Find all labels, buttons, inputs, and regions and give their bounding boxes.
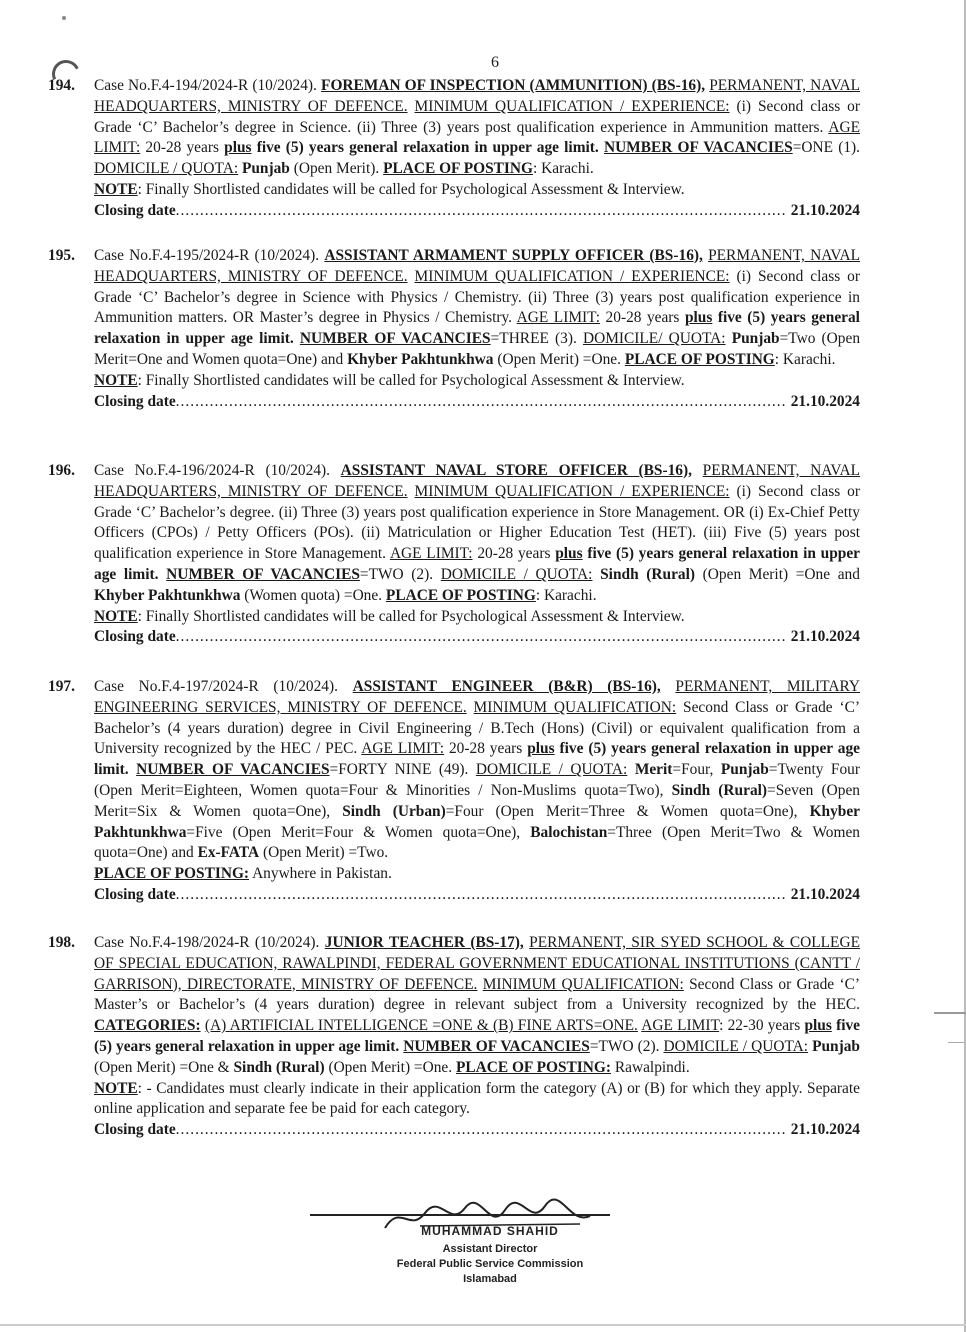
qualification: (i) Second class or Grade ‘C’ Bachelor’s degree in Science. (ii) Three (3) years post qualification experience in Ammunition matters. [94,97,860,136]
closing-label: Closing date [94,885,176,903]
scan-mark [948,1042,964,1043]
quota-region: Balochistan [530,823,608,841]
note-label: NOTE [94,180,138,198]
qualification: Second Class or Grade ‘C’ Bachelor’s (4 years duration) degree in Civil Engineering / B.Tech (Hons) (Civil) or equivalent qualification from a University recognized by the HEC / PEC. [94,698,860,758]
quota-detail: =Four (Open Merit=Three & Women quota=One), [445,802,810,820]
domicile-detail: =Two (Open Merit=One and Women quota=One) and [94,330,861,368]
quota-detail: =Four, [672,761,721,779]
closing-label: Closing date [94,1121,176,1139]
age-limit-label: AGE LIMIT: [361,740,445,758]
post-detail: PERMANENT, SIR SYED SCHOOL & COLLEGE OF SPECIAL EDUCATION, RAWALPINDI, FEDERAL GOVERNMENT EDUCATIONAL INSTITUTIONS (CANTT / GARRISON), DIRECTORATE, MINISTRY OF DEFENCE. [94,934,860,993]
case-ref: Case No.F.4-197/2024-R (10/2024). [94,678,338,695]
quota-detail: =Five (Open Merit=Four & Women quota=One), [186,823,531,841]
domicile-detail: (Open Merit) =One. [497,350,621,368]
posting-label: PLACE OF POSTING [624,350,775,368]
domicile-province: Punjab [241,160,290,178]
case-ref: Case No.F.4-196/2024-R (10/2024). [94,462,330,479]
domicile-province: Khyber Pakhtunkhwa [347,350,494,368]
signatory-name: MUHAMMAD SHAHID [421,1224,559,1238]
leader-dots [176,627,787,648]
signatory-organization: Federal Public Service Commission [396,1258,584,1270]
post-title: ASSISTANT NAVAL STORE OFFICER (BS-16), [340,462,692,479]
case-body [94,677,860,906]
closing-date: 21.10.2024 [790,201,860,219]
note [94,371,860,392]
note-text: : Finally Shortlisted candidates will be called for Psychological Assessment & Interview. [137,607,685,625]
note-label: NOTE [94,1079,138,1097]
closing-date-line [94,1120,860,1141]
posting-value: : Karachi. [533,160,594,178]
post-detail: PERMANENT, NAVAL HEADQUARTERS, MINISTRY OF DEFENCE. [94,77,860,115]
qualification: Second Class or Grade ‘C’ Master’s or Bachelor’s (4 years duration) degree in relevant subject from a University recognized by the HEC. [94,975,860,1014]
age-limit-label: AGE LIMIT: [94,118,860,157]
vacancies-value: =TWO (2). [589,1037,660,1055]
case-ref: Case No.F.4-198/2024-R (10/2024). [94,934,320,951]
quota-region: Sindh (Rural) [671,781,768,799]
note-label: NOTE [94,607,138,625]
closing-label: Closing date [94,392,176,410]
age-relaxation: five (5) years general relaxation in upper age limit. [94,1017,860,1055]
vacancies-label: NUMBER OF VACANCIES [403,1037,590,1055]
post-title: ASSISTANT ARMAMENT SUPPLY OFFICER (BS-16), [324,247,703,264]
domicile-detail: (Open Merit) =One and [702,565,860,583]
quota-detail: =Twenty Four (Open Merit=Eighteen, Women quota=Four & Minorities / Non-Muslims quota=Two), [94,761,860,799]
vacancies-value: =THREE (3). [490,330,577,348]
categories-value: (A) ARTIFICIAL INTELLIGENCE =ONE & (B) FINE ARTS=ONE. [204,1017,638,1035]
quota-detail: =Three (Open Merit=Two & Women quota=One) and [94,823,860,862]
domicile-detail: (Open Merit) =One & [94,1058,230,1076]
domicile-detail: (Open Merit) =One. [328,1058,453,1076]
posting-value: : Karachi. [774,350,836,368]
case-number: 195. [48,247,75,264]
domicile-label: DOMICILE / QUOTA: [475,761,628,779]
note-text: : Finally Shortlisted candidates will be called for Psychological Assessment & Interview. [137,371,685,389]
age-range: 20-28 years [477,545,551,563]
categories-label: CATEGORIES: [94,1017,201,1035]
case-number: 196. [48,462,75,479]
case-number: 197. [48,678,75,695]
note [94,1079,860,1121]
plus-text: plus [804,1017,832,1035]
age-limit-label: AGE LIMIT [641,1017,720,1035]
qualification: (i) Second class or Grade ‘C’ Bachelor’s degree. (ii) Three (3) years post qualification experience in Store Management. OR (i) Ex-Chief Petty Officers (CPOs) / Petty Officers (POs). (ii) Matriculation or Higher Education Test (HET). (iii) Five (5) years post qualification experience in Store Management. [94,482,860,563]
signatory-designation: Assistant Director [442,1243,538,1255]
vacancies-label: NUMBER OF VACANCIES [299,330,491,348]
closing-label: Closing date [94,201,176,219]
case-195 [48,246,860,412]
age-relaxation: five (5) years general relaxation in upper age limit. [94,740,860,779]
closing-date: 21.10.2024 [790,885,860,903]
note [94,607,860,628]
vacancies-label: NUMBER OF VACANCIES [136,761,330,779]
domicile-province: Sindh (Rural) [233,1058,325,1076]
age-relaxation: five (5) years general relaxation in upper age limit. [94,309,860,348]
qualification: (i) Second class or Grade ‘C’ Bachelor’s degree in Science with Physics / Chemistry. (ii) Three (3) years post qualification experience in Ammunition matters. OR Master’s degree in Physics / Chemistry. [94,267,860,327]
age-limit-label: AGE LIMIT: [389,545,473,563]
domicile-label: DOMICILE/ QUOTA: [582,330,726,348]
age-range: 20-28 years [605,309,680,327]
quota-region: Khyber Pakhtunkhwa [94,802,861,841]
domicile-province: Sindh (Rural) [600,565,696,583]
age-relaxation: five (5) years general relaxation in upper age limit. [94,545,860,583]
case-number: 198. [48,934,75,951]
case-body [94,933,860,1141]
domicile-label: DOMICILE / QUOTA: [663,1037,809,1055]
closing-date-line [94,627,860,648]
quota-detail: =Seven (Open Merit=Six & Women quota=One), [94,781,860,820]
quota-region: Ex-FATA [197,844,260,862]
vacancies-label: NUMBER OF VACANCIES [166,565,360,583]
post-title: ASSISTANT ENGINEER (B&R) (BS-16), [352,678,661,695]
post-detail: PERMANENT, NAVAL HEADQUARTERS, MINISTRY OF DEFENCE. [94,462,860,500]
domicile-detail: (Women quota) =One. [244,586,383,604]
closing-date-line [94,392,860,413]
post-detail: PERMANENT, MILITARY ENGINEERING SERVICES, MINISTRY OF DEFENCE. [94,678,860,716]
qualification-label: MINIMUM QUALIFICATION / EXPERIENCE: [414,267,730,285]
posting-value: Anywhere in Pakistan. [252,865,392,883]
case-body [94,461,860,648]
plus-text: plus [684,309,713,327]
domicile-label: DOMICILE / QUOTA: [94,160,239,178]
domicile-province: Khyber Pakhtunkhwa [94,586,241,604]
post-detail: PERMANENT, NAVAL HEADQUARTERS, MINISTRY OF DEFENCE. [94,247,860,285]
quota-region: Punjab [720,761,769,779]
closing-date-line [94,885,860,906]
domicile-province: Punjab [731,330,780,348]
leader-dots [176,201,787,222]
plus-text: plus [527,740,555,758]
domicile-label: DOMICILE / QUOTA: [440,565,593,583]
plus-text: plus [555,545,583,563]
age-range: 20-28 years [448,740,523,758]
closing-date: 21.10.2024 [790,392,860,410]
quota-region: Sindh (Urban) [342,802,446,820]
speck [62,16,66,20]
plus-text: plus [224,139,252,157]
note-text: : Finally Shortlisted candidates will be called for Psychological Assessment & Interview. [137,180,685,198]
qualification-label: MINIMUM QUALIFICATION: [482,975,684,993]
case-ref: Case No.F.4-195/2024-R (10/2024). [94,247,320,264]
posting-value: Rawalpindi. [614,1058,690,1076]
scan-edge-bottom [0,1324,966,1326]
qualification-label: MINIMUM QUALIFICATION / EXPERIENCE: [414,482,730,500]
case-ref: Case No.F.4-194/2024-R (10/2024). [94,77,317,94]
leader-dots [176,392,787,413]
case-body [94,76,860,222]
closing-date-line [94,201,860,222]
case-body [94,246,860,412]
case-198 [48,933,860,1141]
page-number: 6 [491,54,499,71]
leader-dots [176,1120,787,1141]
scan-mark [934,1012,966,1014]
closing-label: Closing date [94,628,176,646]
leader-dots [176,885,787,906]
vacancies-label: NUMBER OF VACANCIES [603,139,793,157]
posting-label: PLACE OF POSTING [385,586,536,604]
age-limit-label: AGE LIMIT: [516,309,601,327]
signatory-city: Islamabad [463,1273,517,1285]
qualification-label: MINIMUM QUALIFICATION / EXPERIENCE: [414,97,730,115]
domicile-province: Punjab [812,1037,860,1055]
vacancies-value: =TWO (2). [359,565,434,583]
case-194 [48,76,860,222]
posting-label: PLACE OF POSTING: [94,865,250,883]
vacancies-value: =FORTY NINE (49). [329,761,469,779]
quota-detail: (Open Merit) =Two. [262,844,389,862]
case-number: 194. [48,77,75,94]
note-label: NOTE [94,371,138,389]
qualification-label: MINIMUM QUALIFICATION: [473,698,677,716]
post-title: FOREMAN OF INSPECTION (AMMUNITION) (BS-16), [321,77,706,94]
age-range: : 22-30 years [719,1017,801,1035]
post-title: JUNIOR TEACHER (BS-17), [324,934,524,951]
case-196 [48,461,860,648]
posting-label: PLACE OF POSTING [383,160,534,178]
case-197 [48,677,860,906]
age-range: 20-28 years [145,139,219,157]
posting-value: : Karachi. [535,586,597,604]
quota-region: Merit [634,761,673,779]
closing-date: 21.10.2024 [790,1121,860,1139]
signature-block [310,1196,630,1306]
closing-date: 21.10.2024 [790,628,860,646]
note-text: : - Candidates must clearly indicate in their application form the category (A) or (B) for which they apply. Separate online application and separate fee be paid for each category. [94,1079,860,1118]
posting-label: PLACE OF POSTING: [455,1058,612,1076]
note [94,180,860,201]
domicile-detail: (Open Merit). [293,160,380,178]
posting [94,864,860,885]
age-relaxation: five (5) years general relaxation in upper age limit. [256,139,599,157]
vacancies-value: =ONE (1). [792,139,860,157]
